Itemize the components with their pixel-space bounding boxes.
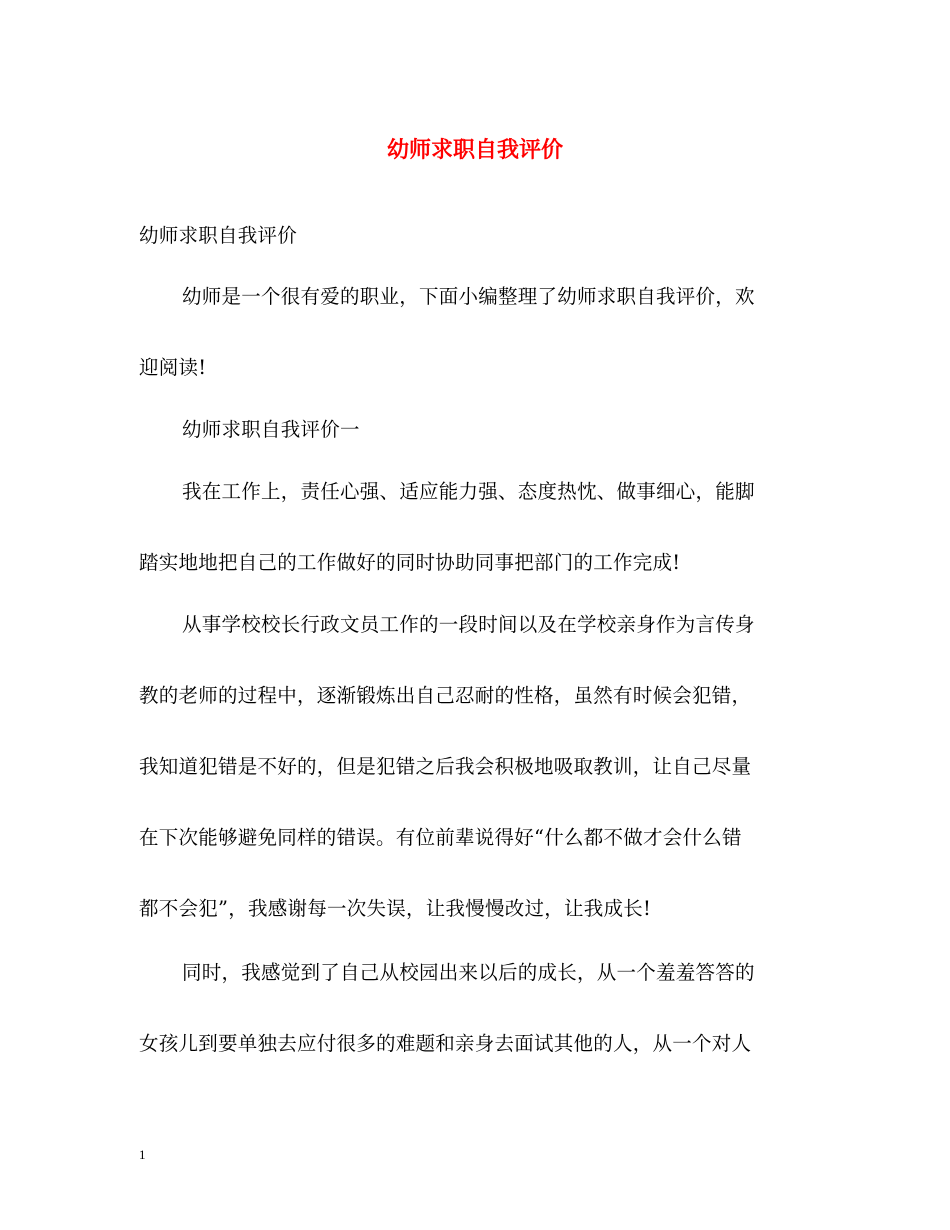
page-number: 1 (139, 1147, 146, 1162)
paragraph-line: 迎阅读! (139, 356, 207, 379)
subtitle-line: 幼师求职自我评价 (139, 224, 298, 247)
paragraph-line: 教的老师的过程中，逐渐锻炼出自己忍耐的性格，虽然有时候会犯错， (139, 684, 752, 707)
paragraph-line: 在下次能够避免同样的错误。有位前辈说得好“什么都不做才会什么错 (139, 826, 742, 849)
section-heading: 幼师求职自我评价一 (182, 418, 360, 441)
document-title: 幼师求职自我评价 (386, 137, 563, 163)
paragraph-line: 同时，我感觉到了自己从校园出来以后的成长，从一个羞羞答答的 (182, 961, 755, 984)
paragraph-line: 我知道犯错是不好的，但是犯错之后我会积极地吸取教训，让自己尽量 (139, 755, 752, 778)
paragraph-line: 我在工作上，责任心强、适应能力强、态度热忱、做事细心，能脚 (182, 480, 755, 503)
paragraph-line: 都不会犯”，我感谢每一次失误，让我慢慢改过，让我成长! (139, 897, 652, 920)
paragraph-line: 幼师是一个很有爱的职业，下面小编整理了幼师求职自我评价，欢 (182, 285, 755, 308)
paragraph-line: 踏实地地把自己的工作做好的同时协助同事把部门的工作完成! (139, 551, 681, 574)
paragraph-line: 女孩儿到要单独去应付很多的难题和亲身去面试其他的人，从一个对人 (139, 1032, 752, 1055)
paragraph-line: 从事学校校长行政文员工作的一段时间以及在学校亲身作为言传身 (182, 613, 755, 636)
